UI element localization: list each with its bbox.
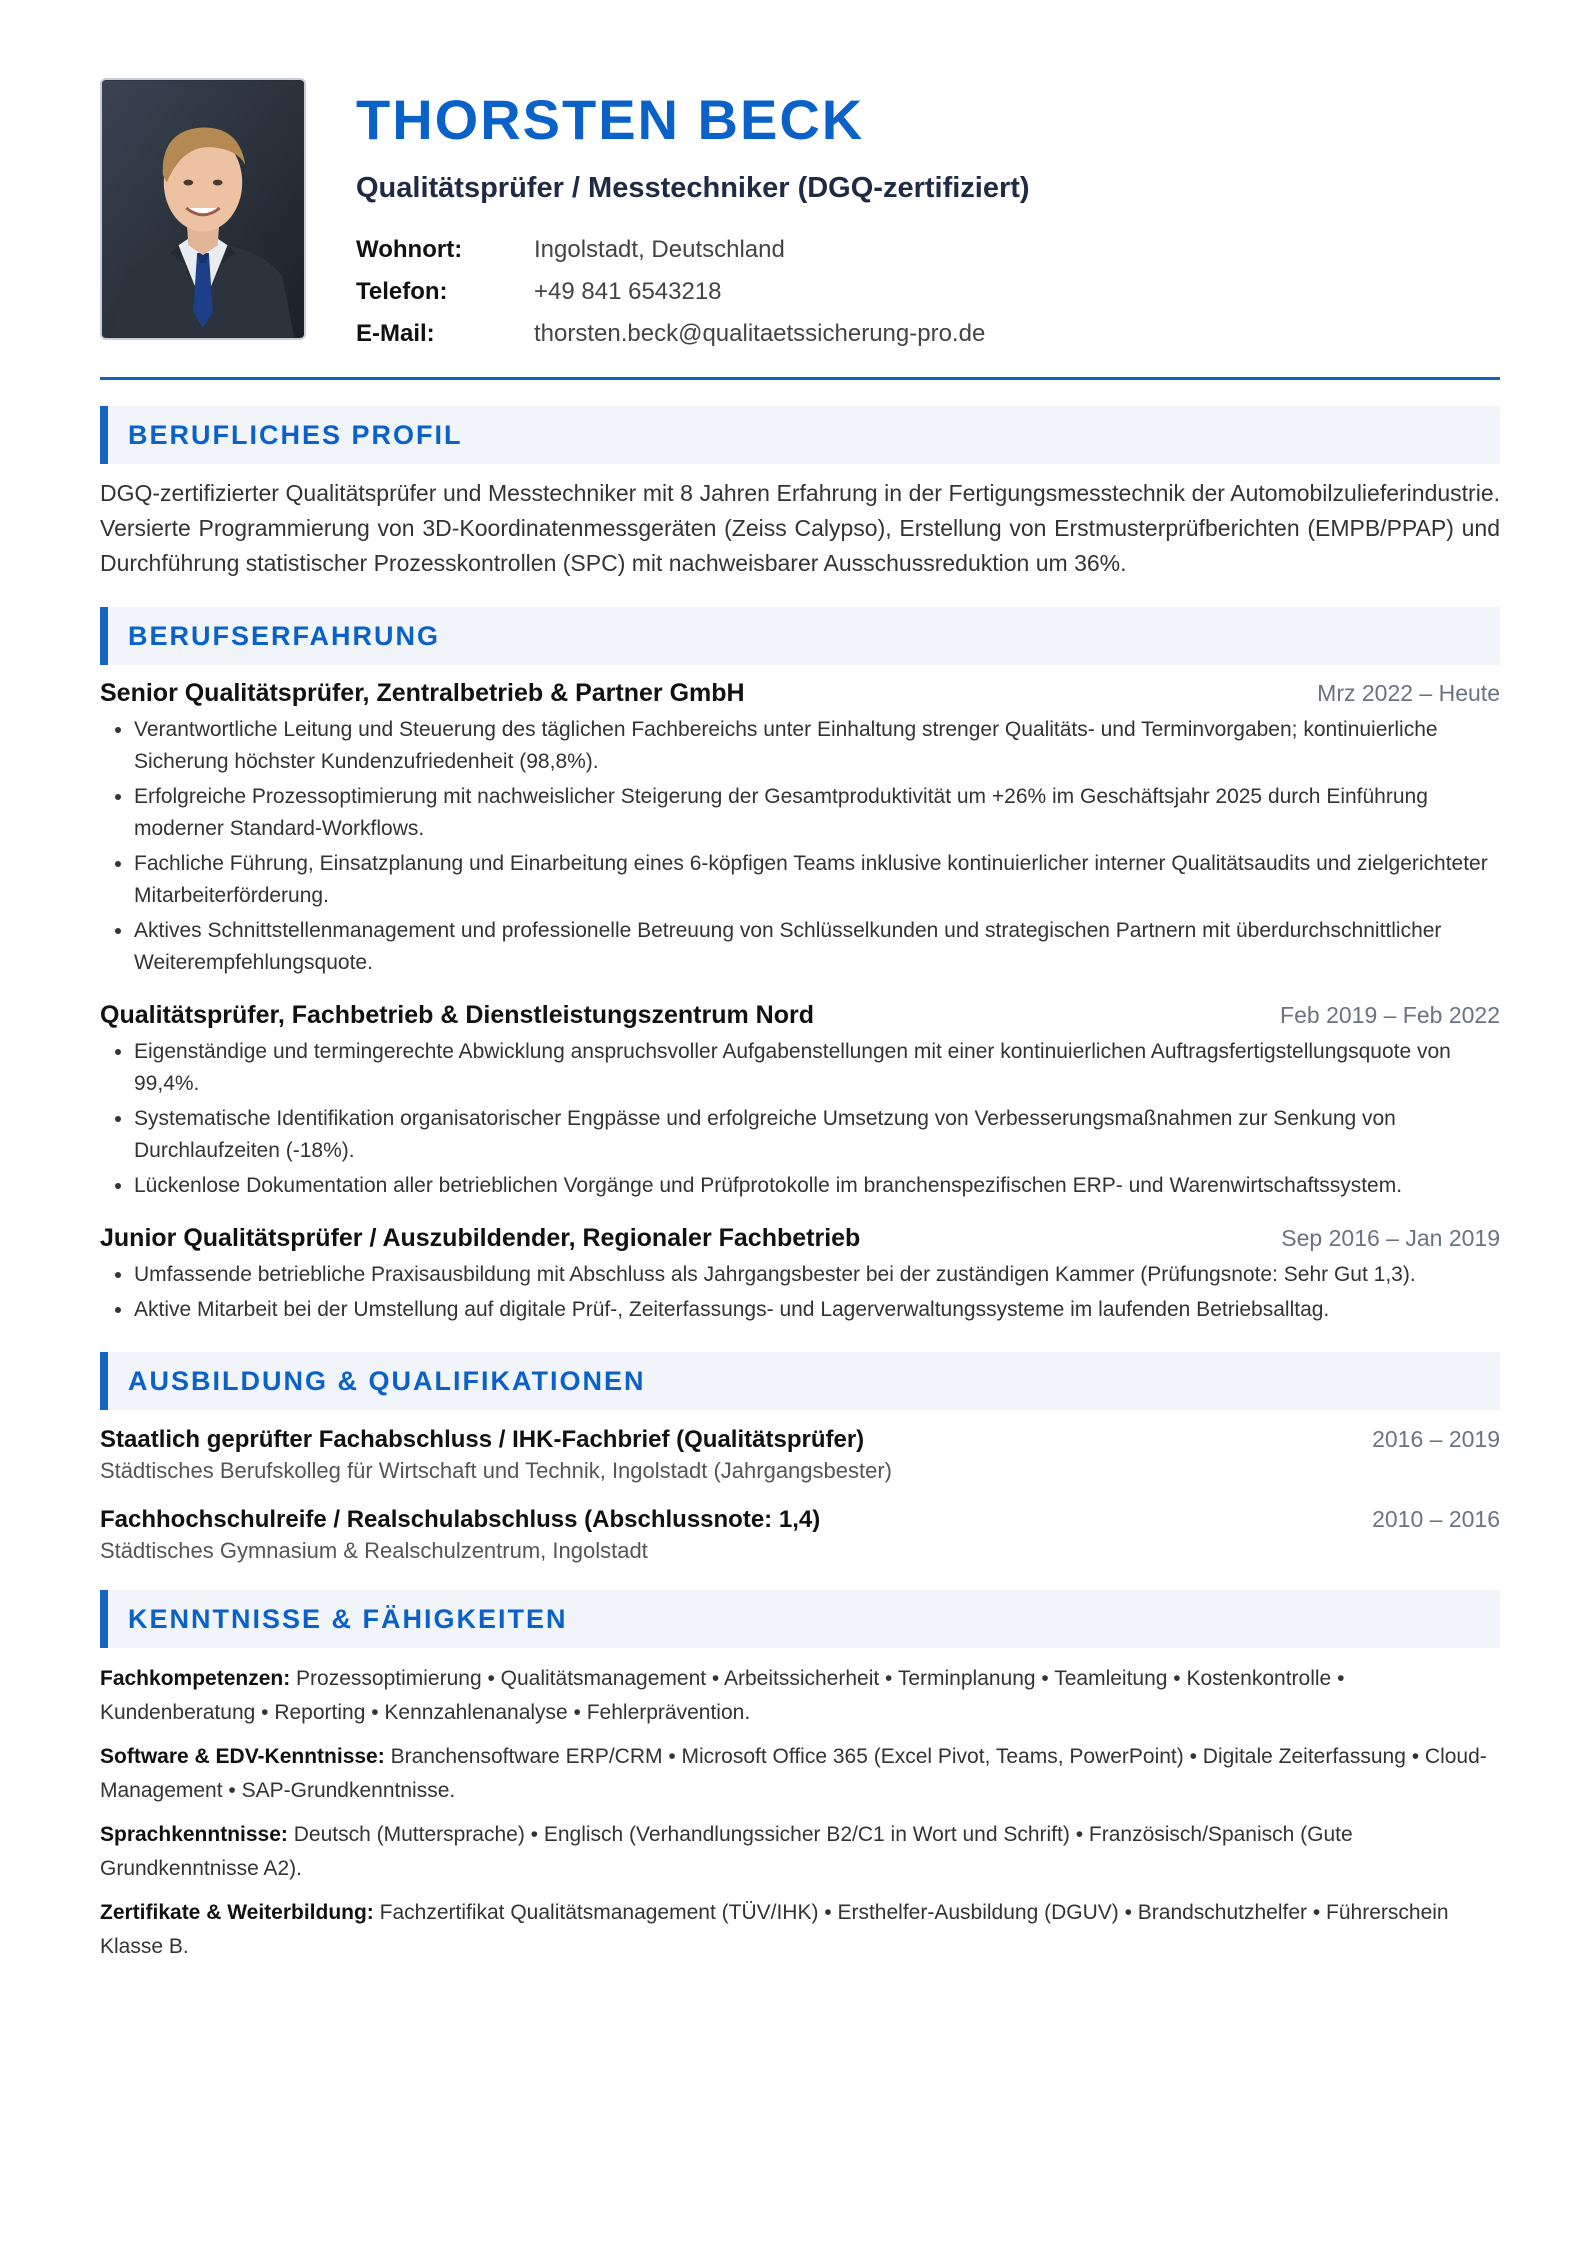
bullet-item: • Erfolgreiche Prozessoptimierung mit nachweislicher Steigerung der Gesamtproduktivität um +26% im Geschäftsjahr 2025 durch Einführung moderner Standard-Workflows. xyxy=(134,781,1500,845)
bullet-item: • Systematische Identifikation organisatorischer Engpässe und erfolgreiche Umsetzung von Verbesserungsmaßnahmen zur Senkung von Durchlaufzeiten (-18%). xyxy=(134,1103,1500,1167)
bullet-item: • Lückenlose Dokumentation aller betrieblichen Vorgänge und Prüfprotokolle im branchenspezifischen ERP- und Warenwirtschaftssystem. xyxy=(134,1170,1500,1202)
education-date: 2010 – 2016 xyxy=(1372,1506,1500,1532)
portrait-image xyxy=(102,80,304,338)
education-date: 2016 – 2019 xyxy=(1372,1426,1500,1452)
education-title: Fachhochschulreife / Realschulabschluss (Abschlussnote: 1,4) xyxy=(100,1506,821,1533)
job-header xyxy=(100,679,1500,708)
job-bullets xyxy=(100,1036,1500,1202)
education-header xyxy=(100,1426,1500,1454)
skill-label: Zertifikate & Weiterbildung: xyxy=(100,1901,380,1924)
contact-value-phone: +49 841 6543218 xyxy=(534,278,722,305)
contact-row-email xyxy=(356,313,1030,355)
job-header xyxy=(100,1001,1500,1030)
candidate-name: THORSTEN BECK xyxy=(356,88,865,151)
skill-row xyxy=(100,1740,1500,1808)
contact-row-location xyxy=(356,229,1030,271)
job-bullets xyxy=(100,714,1500,979)
contact-value-email: thorsten.beck@qualitaetssicherung-pro.de xyxy=(534,320,986,347)
section-title-experience: BERUFSERFAHRUNG xyxy=(100,607,1500,665)
contact-value-location: Ingolstadt, Deutschland xyxy=(534,236,785,263)
bullet-item: • Verantwortliche Leitung und Steuerung des täglichen Fachbereichs unter Einhaltung strenger Qualitäts- und Terminvorgaben; kontinuierliche Sicherung höchster Kundenzufriedenheit (98,8%). xyxy=(134,714,1500,778)
skill-row xyxy=(100,1896,1500,1964)
skill-text: Fachzertifikat Qualitätsmanagement (TÜV/IHK) • Ersthelfer-Ausbildung (DGUV) • Brandschutzhelfer • Führerschein Klasse B. xyxy=(100,1901,1449,1958)
skill-text: Prozessoptimierung • Qualitätsmanagement • Arbeitssicherheit • Terminplanung • Teamleitung • Kostenkontrolle • Kundenberatung • Reporting • Kennzahlenanalyse • Fehlerprävention. xyxy=(100,1667,1345,1724)
contact-label: E-Mail: xyxy=(356,320,435,347)
job-title: Junior Qualitätsprüfer / Auszubildender, Regionaler Fachbetrieb xyxy=(100,1224,861,1252)
skill-label: Fachkompetenzen: xyxy=(100,1667,297,1690)
contact-row-phone xyxy=(356,271,1030,313)
skills-block xyxy=(100,1662,1500,1964)
contact-label: Telefon: xyxy=(356,278,448,305)
job-entry xyxy=(100,1224,1500,1326)
education-institution: Städtisches Berufskolleg für Wirtschaft und Technik, Ingolstadt (Jahrgangsbester) xyxy=(100,1458,892,1483)
section-title-skills: KENNTNISSE & FÄHIGKEITEN xyxy=(100,1590,1500,1648)
bullet-item: • Fachliche Führung, Einsatzplanung und Einarbeitung eines 6-köpfigen Teams inklusive kontinuierlicher interner Qualitätsaudits und zielgerichteter Mitarbeiterförderung. xyxy=(134,848,1500,912)
job-bullets xyxy=(100,1259,1500,1326)
section-title-profile: BERUFLICHES PROFIL xyxy=(100,406,1500,464)
education-title: Staatlich geprüfter Fachabschluss / IHK-Fachbrief (Qualitätsprüfer) xyxy=(100,1426,865,1453)
job-header xyxy=(100,1224,1500,1253)
profile-text: DGQ-zertifizierter Qualitätsprüfer und Messtechniker mit 8 Jahren Erfahrung in der Fertigungsmesstechnik der Automobilzulieferindustrie. Versierte Programmierung von 3D-Koordinatenmessgeräten (Zeiss Calypso), Erstellung von Erstmusterprüfberichten (EMPB/PPAP) und Durchführung statistischer Prozesskontrollen (SPC) mit nachweisbarer Ausschussreduktion um 36%. xyxy=(100,480,1500,576)
skill-row xyxy=(100,1818,1500,1886)
education-entry xyxy=(100,1426,1500,1484)
candidate-title: Qualitätsprüfer / Messtechniker (DGQ-zertifiziert) xyxy=(356,172,1030,204)
education-entry xyxy=(100,1506,1500,1564)
contact-label: Wohnort: xyxy=(356,236,463,263)
bullet-item: • Umfassende betriebliche Praxisausbildung mit Abschluss als Jahrgangsbester bei der zuständigen Kammer (Prüfungsnote: Sehr Gut 1,3). xyxy=(134,1259,1500,1291)
skill-row xyxy=(100,1662,1500,1730)
job-entry xyxy=(100,679,1500,979)
bullet-item: • Aktive Mitarbeit bei der Umstellung auf digitale Prüf-, Zeiterfassungs- und Lagerverwaltungssysteme im laufenden Betriebsalltag. xyxy=(134,1294,1500,1326)
header-info xyxy=(356,78,1030,355)
bullet-item: • Eigenständige und termingerechte Abwicklung anspruchsvoller Aufgabenstellungen mit einer kontinuierlichen Auftragsfertigstellungsquote von 99,4%. xyxy=(134,1036,1500,1100)
bullet-item: • Aktives Schnittstellenmanagement und professionelle Betreuung von Schlüsselkunden und strategischen Partnern mit überdurchschnittlicher Weiterempfehlungsquote. xyxy=(134,915,1500,979)
skill-text: Deutsch (Muttersprache) • Englisch (Verhandlungssicher B2/C1 in Wort und Schrift) • Französisch/Spanisch (Gute Grundkenntnisse A2). xyxy=(100,1823,1353,1880)
skill-text: Branchensoftware ERP/CRM • Microsoft Office 365 (Excel Pivot, Teams, PowerPoint) • Digitale Zeiterfassung • Cloud-Management • SAP-Grundkenntnisse. xyxy=(100,1745,1487,1802)
skill-label: Software & EDV-Kenntnisse: xyxy=(100,1745,391,1768)
job-date: Sep 2016 – Jan 2019 xyxy=(1281,1225,1500,1251)
job-date: Feb 2019 – Feb 2022 xyxy=(1280,1002,1500,1028)
job-title: Qualitätsprüfer, Fachbetrieb & Dienstleistungszentrum Nord xyxy=(100,1001,815,1029)
education-header xyxy=(100,1506,1500,1534)
resume-content xyxy=(100,78,1500,1964)
profile-photo xyxy=(100,78,306,340)
skill-label: Sprachkenntnisse: xyxy=(100,1823,294,1846)
resume-header xyxy=(100,78,1500,380)
job-title: Senior Qualitätsprüfer, Zentralbetrieb & Partner GmbH xyxy=(100,679,745,707)
job-entry xyxy=(100,1001,1500,1202)
section-title-education: AUSBILDUNG & QUALIFIKATIONEN xyxy=(100,1352,1500,1410)
job-date: Mrz 2022 – Heute xyxy=(1317,680,1500,706)
education-institution: Städtisches Gymnasium & Realschulzentrum, Ingolstadt xyxy=(100,1538,648,1563)
